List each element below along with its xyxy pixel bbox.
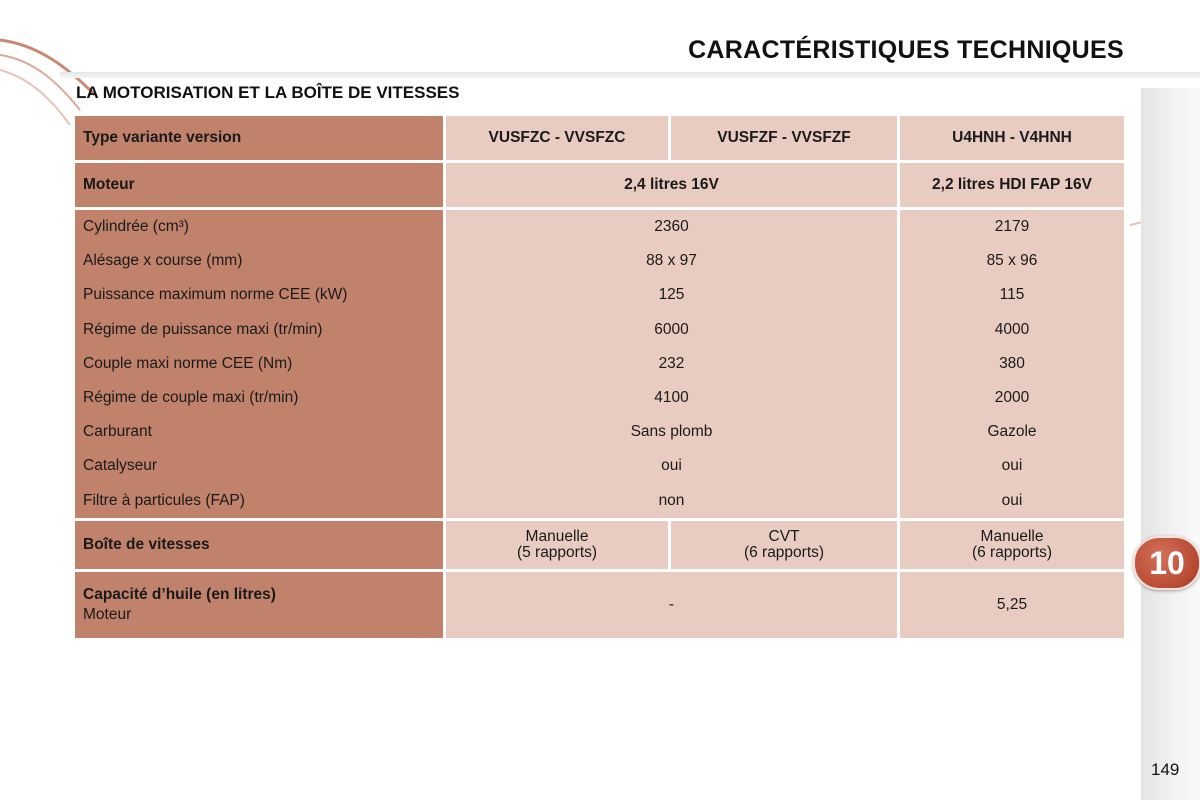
- gearbox-type: Manuelle: [525, 527, 589, 545]
- version-cell: U4HNH - V4HNH: [900, 116, 1124, 160]
- spec-value: 2179: [994, 218, 1030, 235]
- spec-label: Carburant: [83, 423, 152, 441]
- spec-label: Puissance maximum norme CEE (kW): [83, 286, 348, 304]
- spec-value: Gazole: [987, 423, 1037, 441]
- gearbox-type: CVT: [768, 527, 800, 545]
- oil-value-cell: 5,25: [900, 572, 1124, 638]
- gearbox-ratios: (5 rapports): [516, 543, 598, 561]
- spec-value: Sans plomb: [630, 423, 713, 441]
- spec-value: oui: [1001, 491, 1023, 509]
- page-number: 149: [1151, 760, 1180, 779]
- oil-value-cell: -: [446, 572, 897, 638]
- table-row-gearbox: [75, 521, 1124, 569]
- row-label: Type variante version: [75, 116, 443, 160]
- row-label: Capacité d’huile (en litres): [83, 585, 276, 603]
- engine-cell: 2,2 litres HDI FAP 16V: [900, 163, 1124, 207]
- gearbox-type: Manuelle: [980, 527, 1044, 545]
- gearbox-cell: [900, 521, 1124, 569]
- table-row-specs: [75, 210, 1124, 518]
- page-title: CARACTÉRISTIQUES TECHNIQUES: [688, 36, 1124, 64]
- row-label: Moteur: [75, 163, 443, 207]
- spec-label: Couple maxi norme CEE (Nm): [83, 354, 293, 372]
- chapter-tab[interactable]: 10: [1133, 536, 1200, 590]
- spec-value: 115: [999, 286, 1025, 304]
- spec-label: Cylindrée (cm³): [83, 218, 189, 235]
- oil-label-cell: [75, 572, 443, 638]
- spec-value: oui: [661, 457, 682, 475]
- spec-values-petrol: [446, 210, 897, 518]
- spec-value: non: [658, 491, 685, 509]
- gearbox-ratios: (6 rapports): [743, 543, 825, 561]
- table-row-oil: [75, 572, 1124, 638]
- row-sublabel: Moteur: [83, 605, 132, 623]
- version-cell: VUSFZF - VVSFZF: [671, 116, 897, 160]
- spec-values-diesel: [900, 210, 1124, 518]
- spec-label: Régime de puissance maxi (tr/min): [83, 320, 323, 338]
- spec-value: 88 x 97: [646, 252, 697, 270]
- spec-value: 2360: [654, 218, 689, 235]
- spec-label: Catalyseur: [83, 457, 158, 475]
- spec-value: 2000: [994, 389, 1030, 407]
- spec-value: 4000: [994, 320, 1030, 338]
- version-cell: VUSFZC - VVSFZC: [446, 116, 668, 160]
- engine-cell: 2,4 litres 16V: [446, 163, 897, 207]
- spec-value: 85 x 96: [986, 252, 1038, 270]
- gearbox-cell: [446, 521, 668, 569]
- table-row-engine: [75, 163, 1124, 207]
- section-title: LA MOTORISATION ET LA BOÎTE DE VITESSES: [76, 83, 460, 102]
- spec-value: 232: [658, 354, 685, 372]
- spec-label: Alésage x course (mm): [83, 252, 243, 270]
- spec-value: 6000: [654, 320, 689, 338]
- spec-label: Filtre à particules (FAP): [83, 491, 245, 509]
- spec-value: 125: [658, 286, 685, 304]
- row-label: Boîte de vitesses: [75, 521, 443, 569]
- gearbox-cell: [671, 521, 897, 569]
- spec-label: Régime de couple maxi (tr/min): [83, 389, 299, 407]
- gearbox-ratios: (6 rapports): [971, 543, 1053, 561]
- spec-value: 4100: [654, 389, 689, 407]
- table-row-version: [75, 116, 1124, 160]
- side-band: [1141, 88, 1200, 800]
- title-rule: [60, 72, 1200, 78]
- spec-value: oui: [1001, 457, 1023, 475]
- engine-spec-table: [72, 113, 1127, 641]
- spec-value: 380: [999, 354, 1025, 372]
- spec-labels: [75, 210, 443, 518]
